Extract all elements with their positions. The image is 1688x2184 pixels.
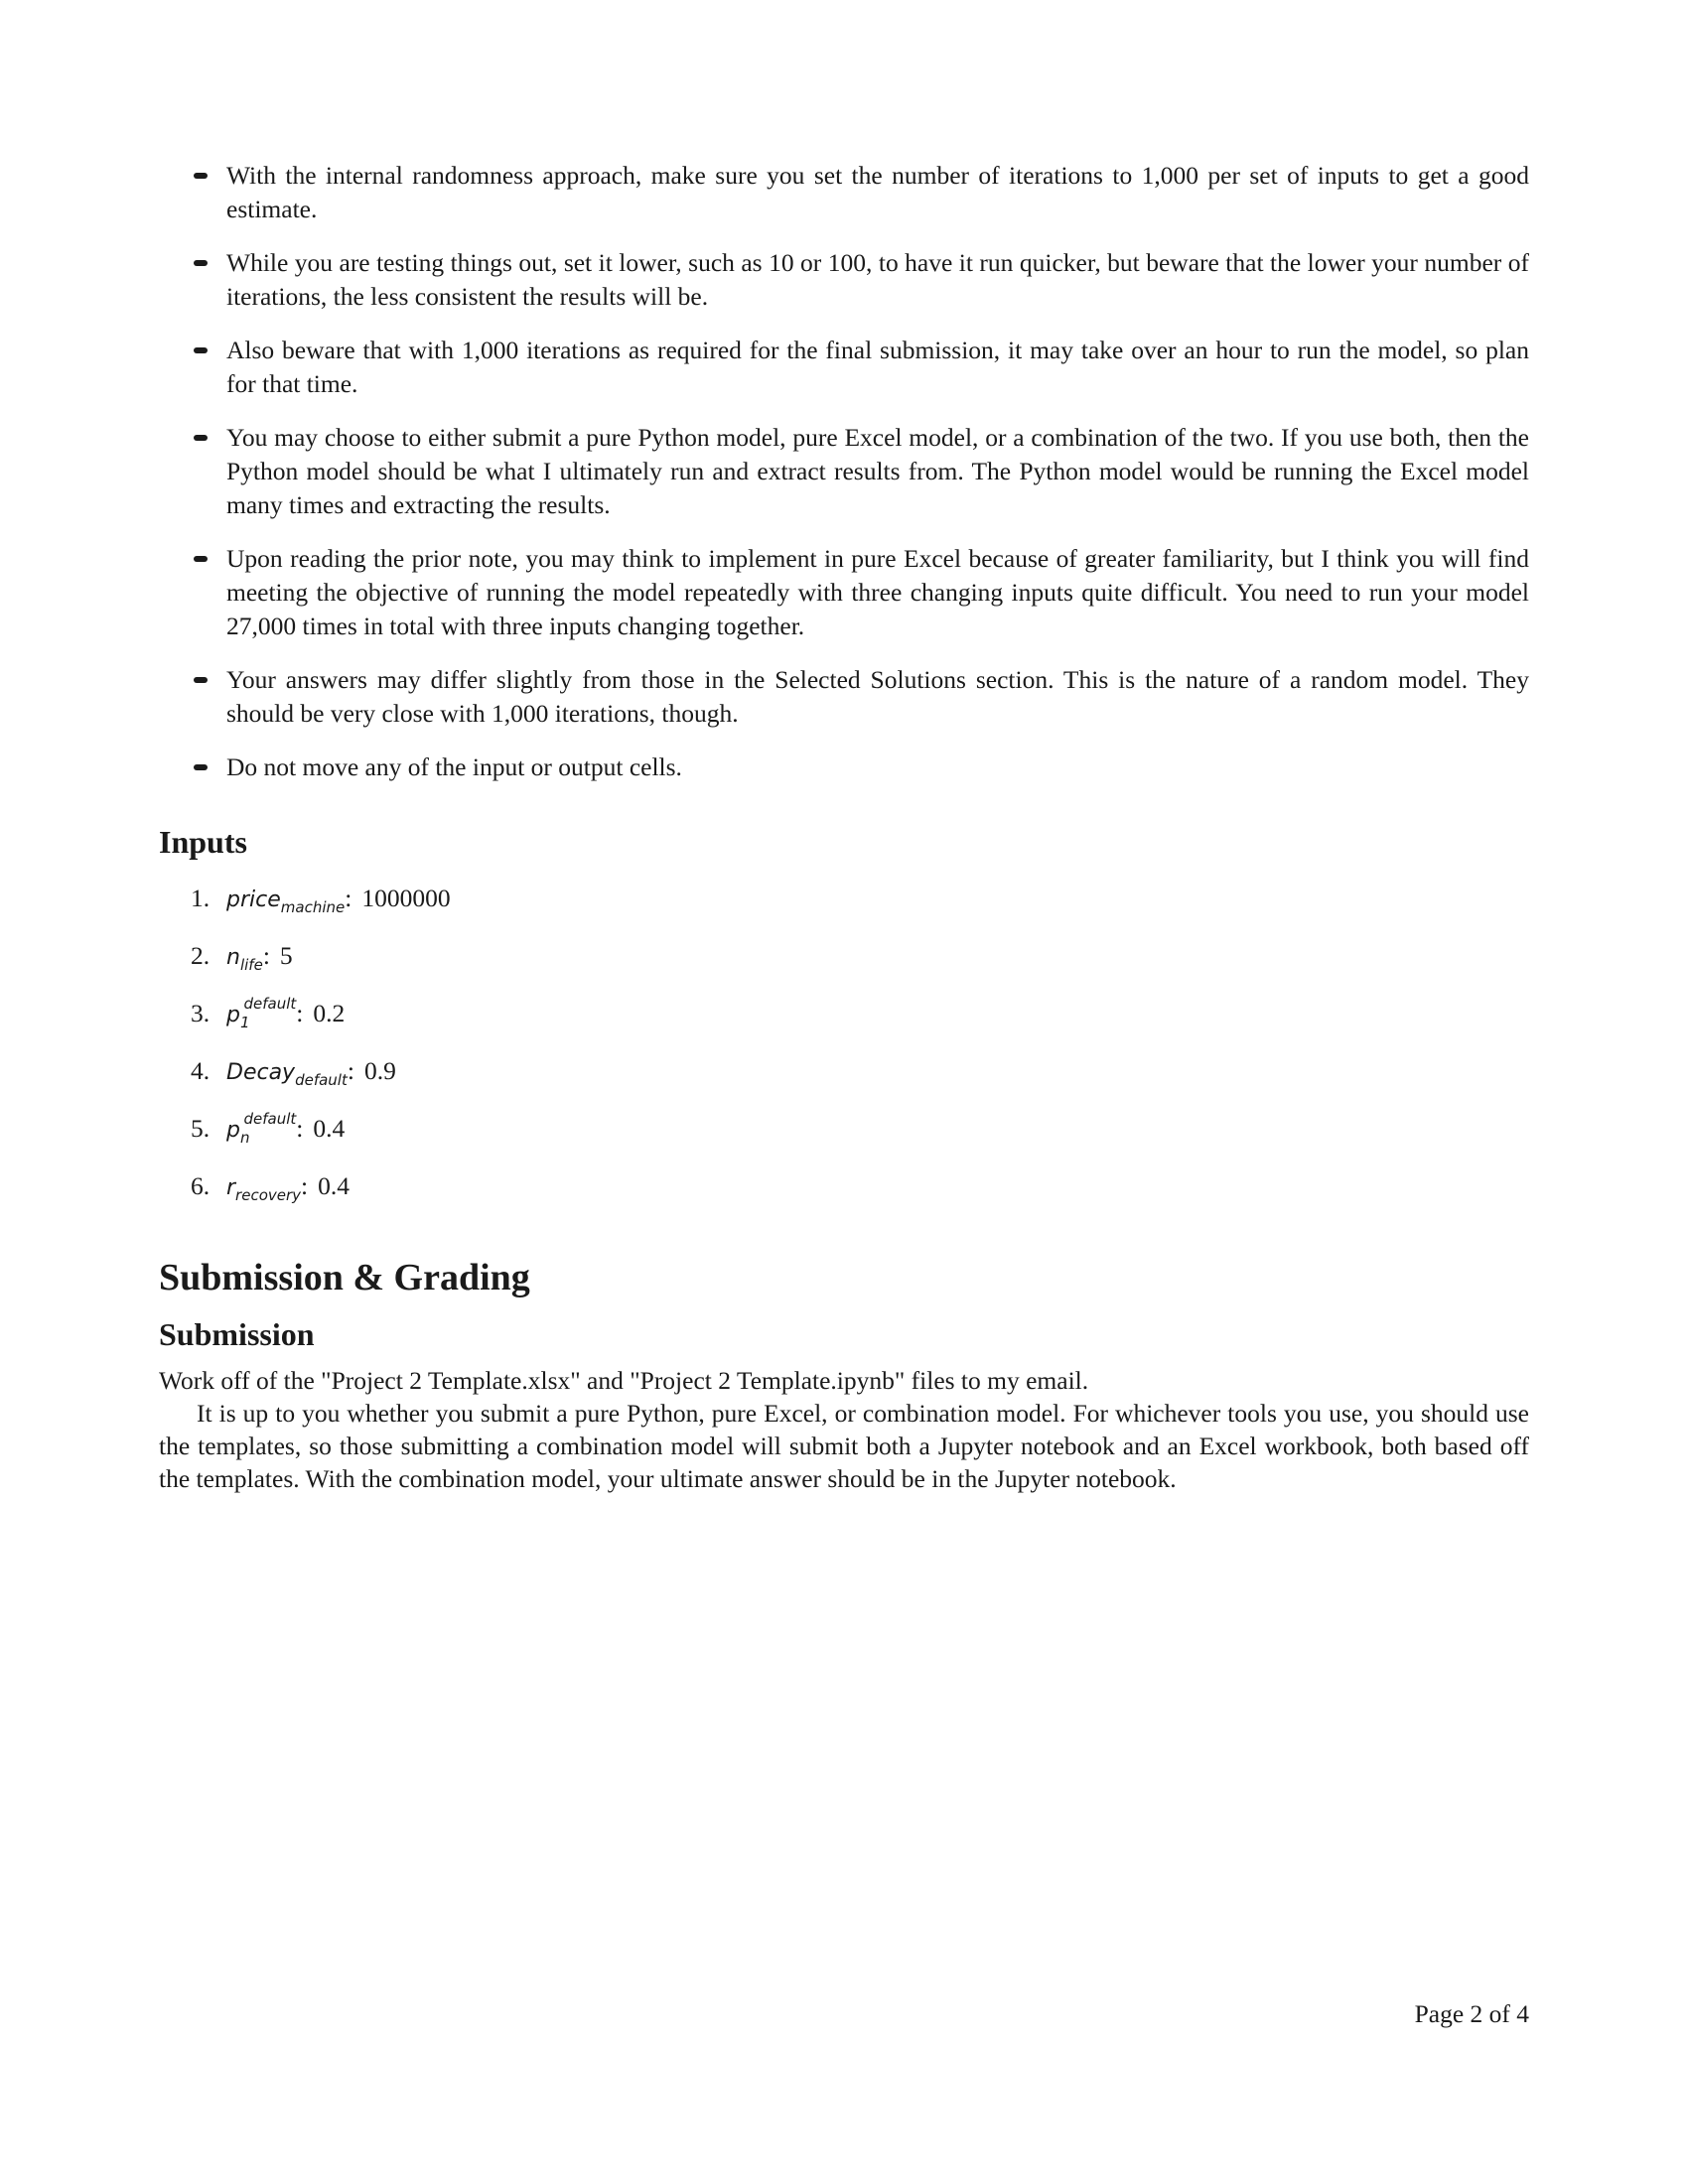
inputs-list [159,872,1529,1217]
list-item: You may choose to either submit a pure Python model, pure Excel model, or a combination of the two. If you use both, then the Python model should be what I ultimately run and extract results from. The Python model would be running the Excel model many times and extracting the results. [226,421,1529,522]
bullet-dot-icon [194,677,208,683]
bullet-dot-icon [194,435,208,441]
bullet-dot-icon [194,260,208,266]
input-value: 0.4 [318,1171,350,1200]
bullet-dot-icon [194,173,208,179]
input-variable: Decay$_{default}$ [226,1060,348,1089]
input-item: 3. $p_1^{default}$ : 0.2 [191,995,346,1031]
input-variable: $r_{recovery}$ [226,1175,302,1204]
input-value: 0.2 [313,999,346,1027]
input-value: 5 [279,941,293,970]
input-item: 1. price$_{machine}$ : 1000000 [191,884,451,916]
input-variable: $p_1^{default}$ [226,995,297,1031]
bullet-dot-icon [194,556,208,562]
submission-paragraph: Work off of the "Project 2 Template.xlsx" and "Project 2 Template.ipynb" files to my email. [159,1366,1089,1395]
bullet-dot-icon [194,764,208,770]
page-number: Page 2 of 4 [1414,1999,1529,2028]
list-item: While you are testing things out, set it lower, such as 10 or 100, to have it run quicker, but beware that the lower your number of iterations, the less consistent the results will be. [226,246,1529,314]
input-item: 4. Decay$_{default}$ : 0.9 [191,1056,396,1089]
list-item: Do not move any of the input or output cells. [226,751,1529,784]
input-item: 5. $p_n^{default}$ : 0.4 [191,1110,346,1147]
inputs-heading: Inputs [159,824,247,860]
bullet-dot-icon [194,347,208,353]
section-heading: Submission & Grading [159,1257,530,1298]
list-item: Also beware that with 1,000 iterations as required for the final submission, it may take over an hour to run the model, so plan for that time. [226,334,1529,401]
input-item: 6. $r_{recovery}$ : 0.4 [191,1171,350,1204]
submission-paragraph: It is up to you whether you submit a pure Python, pure Excel, or combination model. For whichever tools you use, you should use the templates, so those submitting a combination model will submit both a Jupyter notebook and an Excel workbook, both based off the templates. With the combination model, your ultimate answer should be in the Jupyter notebook. [159,1399,1529,1493]
notes-bullet-list [159,159,1529,784]
input-value: 0.4 [313,1114,346,1143]
document-page [159,159,1529,1495]
input-value: 0.9 [363,1056,396,1085]
input-variable: $n_{life}$ [226,945,263,974]
list-item: Upon reading the prior note, you may think to implement in pure Excel because of greater familiarity, but I think you will find meeting the objective of running the model repeatedly with three changing inputs quite difficult. You need to run your model 27,000 times in total with three inputs changing together. [226,542,1529,643]
submission-heading: Submission [159,1316,315,1352]
list-item: Your answers may differ slightly from those in the Selected Solutions section. This is the nature of a random model. They should be very close with 1,000 iterations, though. [226,663,1529,731]
input-item: 2. $n_{life}$ : 5 [191,941,293,974]
input-variable: price$_{machine}$ [226,887,346,916]
list-item: With the internal randomness approach, make sure you set the number of iterations to 1,000 per set of inputs to get a good estimate. [226,159,1529,226]
input-value: 1000000 [361,884,451,912]
input-variable: $p_n^{default}$ [226,1110,297,1147]
